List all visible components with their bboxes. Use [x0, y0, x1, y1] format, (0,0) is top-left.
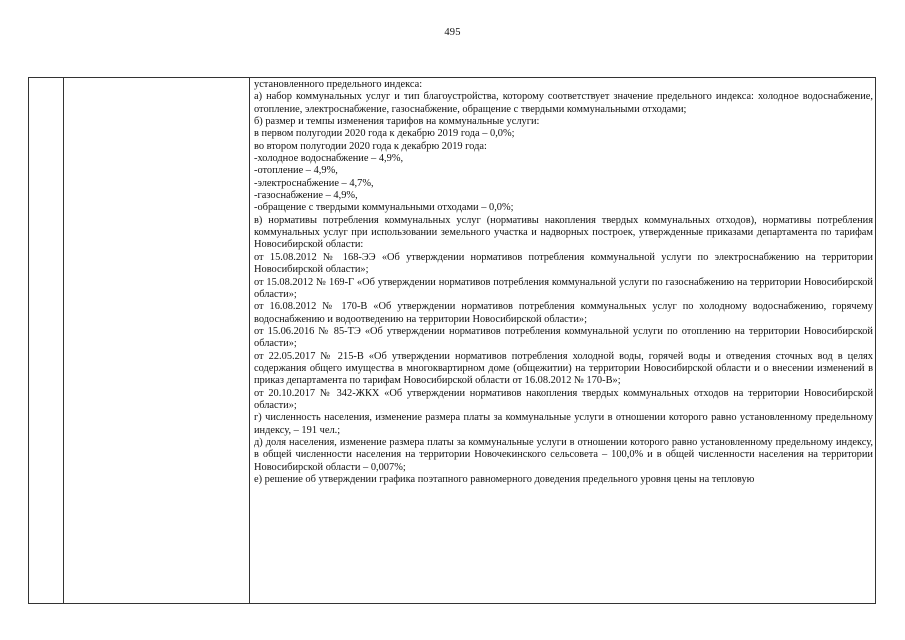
- paragraph-2: а) набор коммунальных услуг и тип благоустройства, которому соответствует значение предельного индекса: холодное водоснабжение, отопление, электроснабжение, газоснабжение, обращение с твердыми коммунальными отходами;: [254, 91, 873, 115]
- paragraph-14: от 16.08.2012 № 170-В «Об утверждении нормативов потребления коммунальных услуг по холодному водоснабжению, горячему водоснабжению и водоотведению на территории Новосибирской области»;: [254, 301, 873, 325]
- table-cell-text: [254, 79, 873, 486]
- table-column-divider-2: [249, 78, 250, 603]
- paragraph-9: -газоснабжение – 4,9%,: [254, 190, 358, 202]
- table-column-divider-1: [63, 78, 64, 603]
- paragraph-3: б) размер и темпы изменения тарифов на коммунальные услуги:: [254, 116, 540, 128]
- paragraph-15: от 15.06.2016 № 85-ТЭ «Об утверждении нормативов потребления коммунальной услуги по отоплению на территории Новосибирской области»;: [254, 325, 873, 350]
- paragraph-10: -обращение с твердыми коммунальными отходами – 0,0%;: [254, 202, 514, 214]
- document-table: [28, 77, 876, 604]
- paragraph-7: -отопление – 4,9%,: [254, 165, 338, 177]
- paragraph-13: от 15.08.2012 № 169-Г «Об утверждении нормативов потребления коммунальной услуги по газоснабжению на территории Новосибирской области»;: [254, 276, 873, 300]
- paragraph-20: е) решение об утверждении графика поэтапного равномерного доведения предельного уровня цены на тепловую: [254, 474, 755, 485]
- paragraph-17: от 20.10.2017 № 342-ЖКХ «Об утверждении нормативов накопления твердых коммунальных отходов на территории Новосибирской области»;: [254, 387, 873, 411]
- paragraph-6: -холодное водоснабжение – 4,9%,: [254, 153, 404, 165]
- page-number: 495: [444, 27, 461, 38]
- paragraph-18: г) численность населения, изменение размера платы за коммунальные услуги в отношении которого равно установленному предельному индексу, – 191 чел.;: [254, 412, 873, 436]
- paragraph-5: во втором полугодии 2020 года к декабрю 2019 года:: [254, 140, 487, 152]
- paragraph-19: д) доля населения, изменение размера платы за коммунальные услуги в отношении которого равно установленному предельному индексу, в общей численности населения на территории Новочекинского сельсовета – 100,0% и в общей численности населения на территории Новосибирской области – 0,007%;: [254, 436, 873, 473]
- paragraph-4: в первом полугодии 2020 года к декабрю 2019 года – 0,0%;: [254, 128, 515, 140]
- paragraph-1: установленного предельного индекса:: [254, 79, 423, 90]
- paragraph-16: от 22.05.2017 № 215-В «Об утверждении нормативов потребления холодной воды, горячей воды и отведения сточных вод в целях содержания общего имущества в многоквартирном доме (общежитии) на территории Новосибирской области и о внесении изменений в приказ департамента по тарифам Новосибирской области от 16.08.2012 № 170-В»;: [254, 350, 873, 387]
- paragraph-8: -электроснабжение – 4,7%,: [254, 177, 374, 189]
- paragraph-12: от 15.08.2012 № 168-ЭЭ «Об утверждении нормативов потребления коммунальной услуги по электроснабжению на территории Новосибирской области»;: [254, 251, 873, 276]
- paragraph-11: в) нормативы потребления коммунальных услуг (нормативы накопления твердых коммунальных отходов), нормативы потребления коммунальных услуг при использовании земельного участка и надворных построек, утвержденные приказами департамента по тарифам Новосибирской области:: [254, 214, 873, 251]
